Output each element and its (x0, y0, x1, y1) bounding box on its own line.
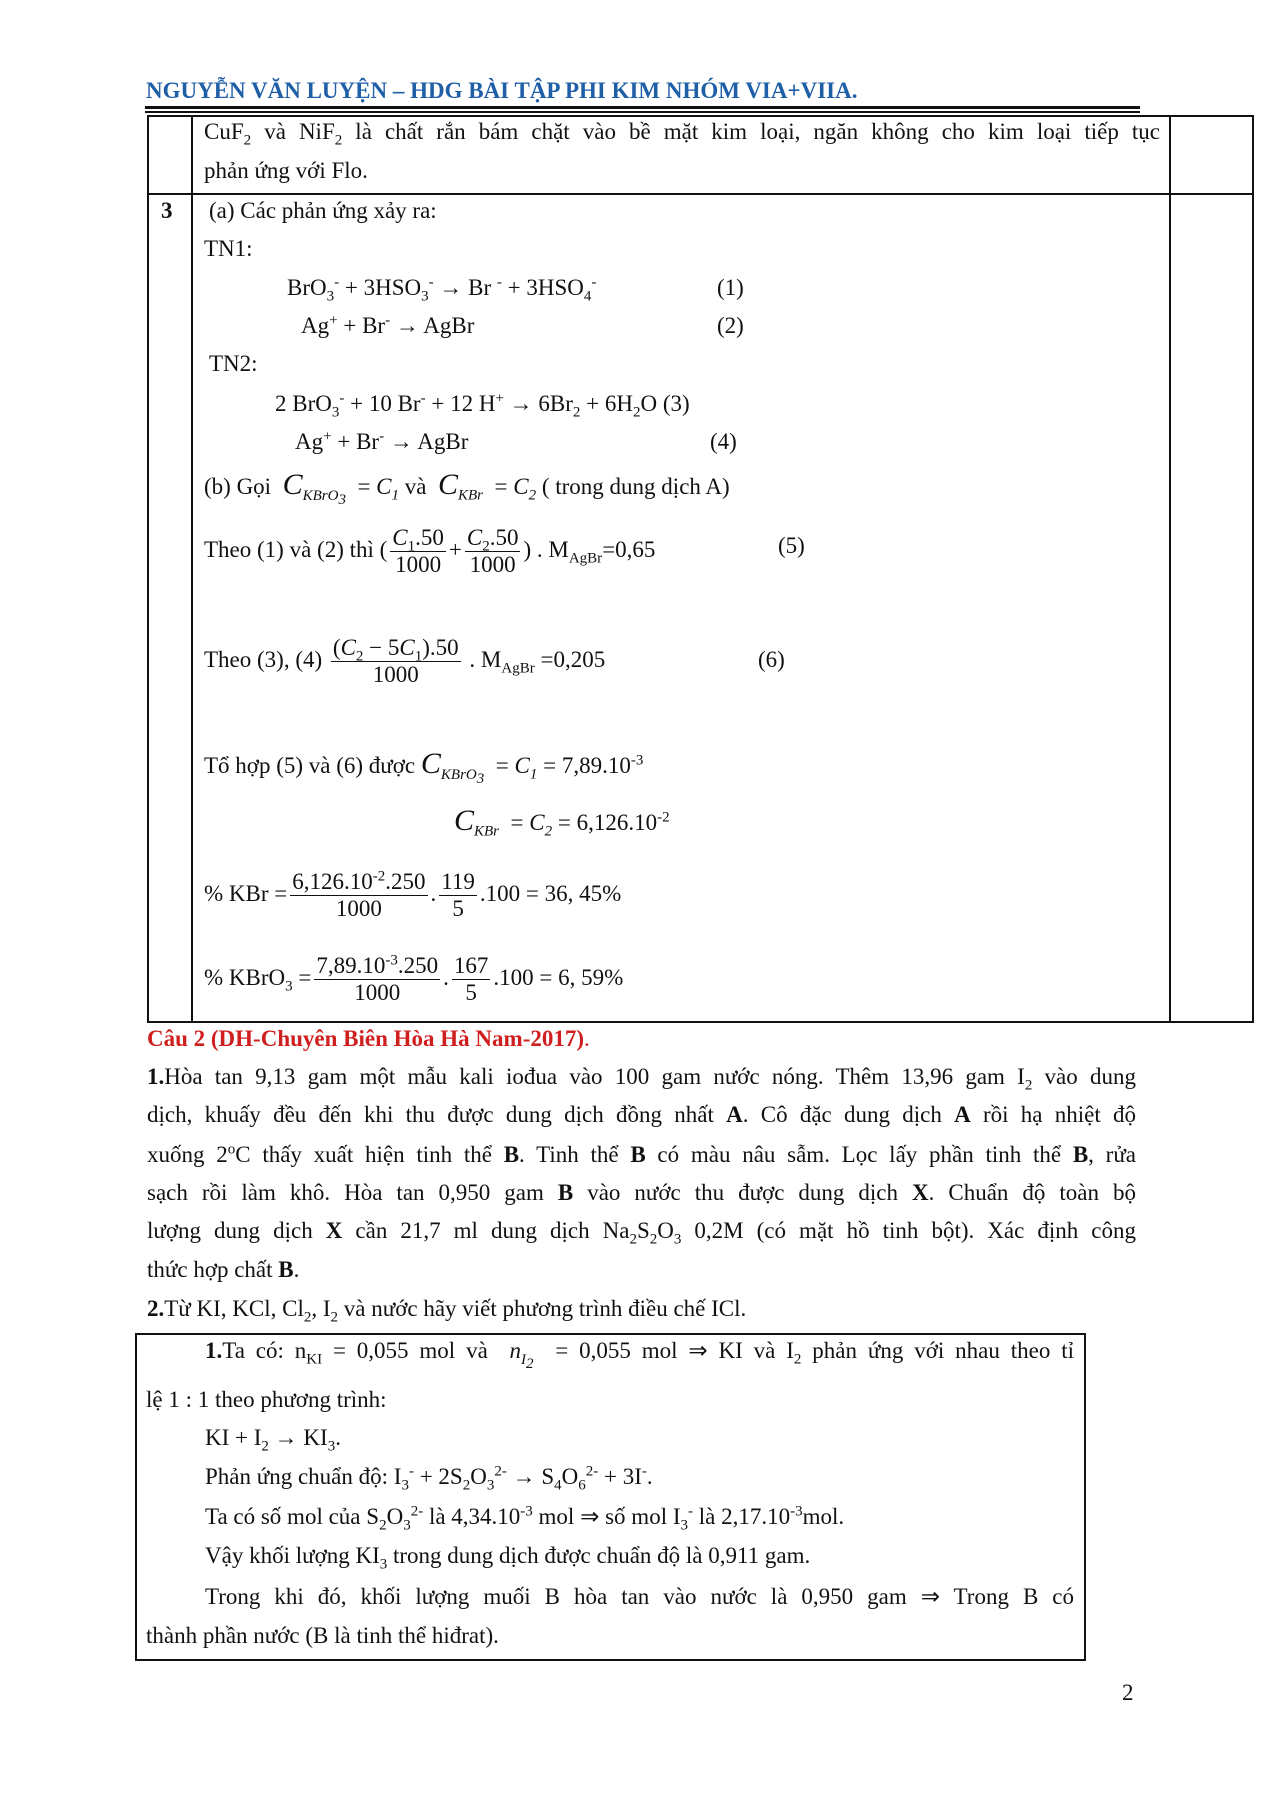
question-title-text: Câu 2 (DH-Chuyên Biên Hòa Hà Nam-2017) (147, 1026, 585, 1051)
row1-line2: phản ứng với Flo. (204, 158, 368, 183)
fraction (452, 953, 491, 1006)
question-line: xuống 2$^o$C thấy xuất hiện tinh thể B. Tinh thể B có màu nâu sẫm. Lọc lấy phần tinh thể B, rửa (147, 1141, 1136, 1167)
question-part-2: 2.Từ KI, KCl, $Cl_2$, $I_2$ và nước hãy viết phương trình điều chế ICl. (147, 1296, 747, 1326)
numerator: 119 (441, 869, 475, 895)
question-line: sạch rồi làm khô. Hòa tan 0,950 gam B vào nước thu được dung dịch X. Chuẩn độ toàn bộ (147, 1180, 1137, 1205)
denominator: 1000 (395, 552, 442, 578)
eq6-suffix: . $M_{AgBr} =0,205$ (469, 647, 606, 677)
numerator: $6,126.10^{-2}.250$ (292, 868, 426, 895)
table-row-divider (147, 193, 1254, 195)
question-line: lượng dung dịch X cần 21,7 ml dung dịch $Na_2S_2O_3$ 0,2M (có mặt hồ tinh bột). Xác định công (147, 1218, 1136, 1248)
numerator: $7,89.10^{-3}.250$ (316, 952, 439, 979)
answer-line: Vậy khối lượng $KI_3$ trong dung dịch được chuẩn độ là 0,911 gam. (205, 1543, 811, 1573)
denominator: 1000 (372, 662, 419, 688)
equation-4-number: (4) (710, 429, 737, 454)
equation-1: $BrO_3^- + 3HSO_3^- \to Br$ $^- + 3HSO_4^-$ (287, 274, 597, 305)
fraction (331, 635, 461, 688)
equation-2: Ag+ + Br- → AgBr (301, 312, 475, 338)
equation-5: Theo (1) và (2) thì ( $\frac{C_1.50}{1000}$ + $\frac{C_2.50}{1000}$ ) . $M_{AgBr}=0,65$ (204, 525, 656, 578)
numerator: $C_1.50$ (392, 525, 444, 555)
row-number: 3 (161, 198, 173, 223)
percent-kbr-result: .100 = 36, 45% (479, 881, 622, 906)
part-b-definition: (b) Gọi $C_{KBrO_3} = C_1$ và $C_{KBr} = C_2$ ( trong dung dịch A) (204, 468, 730, 508)
equation-5-number: (5) (778, 533, 805, 558)
percent-kbro3-result: .100 = 6, 59% (493, 965, 624, 990)
equation-1-number: (1) (717, 275, 744, 300)
question-title-end: . (584, 1026, 590, 1051)
equation-2-number: (2) (717, 313, 744, 338)
combine-result-2: $C_{KBr} = C_2 = 6,126.10^{-2}$ (454, 804, 670, 840)
combine-result-1: Tổ hợp (5) và (6) được $C_{KBrO_3} = C_1 = 7,89.10^{-3}$ (204, 747, 644, 787)
denominator: 1000 (469, 552, 516, 578)
answer-line: Phản ứng chuẩn độ: $I_3^- + 2S_2O_3^{2-} \to S_4O_6^{2-} + 3I^-$. (205, 1463, 653, 1494)
eq6-prefix: Theo (3), (4) (204, 647, 323, 672)
numerator: $C_2.50$ (466, 525, 519, 555)
equation-6 (204, 630, 605, 690)
page-header: NGUYỄN VĂN LUYỆN – HDG BÀI TẬP PHI KIM NHÓM VIA+VIIA. (146, 78, 858, 103)
answer-line: Ta có số mol của $S_2O_3^{2-}$ là $4,34.10^{-3}$ mol ⇒ số mol $I_3^-$ là $2,17.10^{-3}mol$. (205, 1503, 845, 1534)
answer-line: lệ 1 : 1 theo phương trình: (146, 1387, 387, 1412)
row1-line1: CuF$_2$ và NiF$_2$ là chất rắn bám chặt vào bề mặt kim loại, ngăn không cho kim loại tiếp tục (204, 119, 1160, 149)
answer-line: 1.Ta có: $n_{KI} = 0,055$ mol và $n_{I_2} = 0,055$ mol ⇒ KI và $I_2$ phản ứng với nhau theo tỉ (205, 1338, 1074, 1372)
denominator: 5 (465, 980, 477, 1006)
denominator: 1000 (335, 896, 382, 922)
numerator: $(C_2 - 5C_1).50$ (332, 635, 459, 665)
table-col-divider (1169, 115, 1171, 1023)
question-line: thức hợp chất B. (147, 1257, 300, 1282)
denominator: 5 (452, 896, 464, 922)
answer-line: thành phần nước (B là tinh thể hiđrat). (146, 1623, 499, 1648)
equation-4: Ag+ + Br- → AgBr (295, 428, 469, 454)
header-rule (145, 106, 1140, 109)
eq5-suffix: ) . $M_{AgBr}=0,65$ (523, 537, 656, 567)
answer-line: Trong khi đó, khối lượng muối B hòa tan vào nước là 0,950 gam ⇒ Trong B có (205, 1584, 1074, 1609)
percent-kbr-label: % KBr = (204, 881, 288, 906)
answer-line: KI + $I_2 \to KI_3$. (205, 1425, 341, 1455)
numerator: 167 (453, 953, 489, 979)
fraction (314, 953, 440, 1006)
part-a-title: (a) Các phản ứng xảy ra: (209, 198, 437, 223)
equation-6-number: (6) (758, 647, 785, 672)
tn1-label: TN1: (204, 236, 253, 261)
fraction (439, 869, 477, 922)
question-title (147, 1026, 590, 1052)
denominator: 1000 (354, 980, 401, 1006)
question-line: dịch, khuấy đều đến khi thu được dung dịch đồng nhất A. Cô đặc dung dịch A rồi hạ nhiệt độ (147, 1102, 1136, 1127)
percent-kbro3-label: % KBrO$_3$ = (204, 965, 312, 995)
percent-kbr: % KBr = $\frac{6,126.10^{-2}.250}{1000}$ . $\frac{119}{5}$ .100 = 36, 45% (204, 868, 622, 922)
percent-kbro3: % KBrO$_3$ = $\frac{7,89.10^{-3}.250}{1000}$ . $\frac{167}{5}$ .100 = 6, 59% (204, 952, 624, 1006)
eq5-prefix: Theo (1) và (2) thì ( (204, 537, 388, 562)
table-col-divider (191, 115, 193, 1023)
question-line: 1.Hòa tan 9,13 gam một mẫu kali iođua vào 100 gam nước nóng. Thêm 13,96 gam $I_2$ vào dung (147, 1064, 1136, 1094)
fraction (290, 869, 427, 922)
equation-3: 2 BrO$_3$- + 10 Br- + 12 $H^+ \to 6Br_2 + 6H_2O$ (3) (275, 390, 690, 421)
fraction (390, 525, 446, 578)
header-rule-thin (145, 111, 1140, 113)
fraction (465, 525, 521, 578)
answer-box (135, 1333, 1086, 1661)
tn2-label: TN2: (209, 351, 258, 376)
page-number: 2 (1122, 1680, 1134, 1705)
